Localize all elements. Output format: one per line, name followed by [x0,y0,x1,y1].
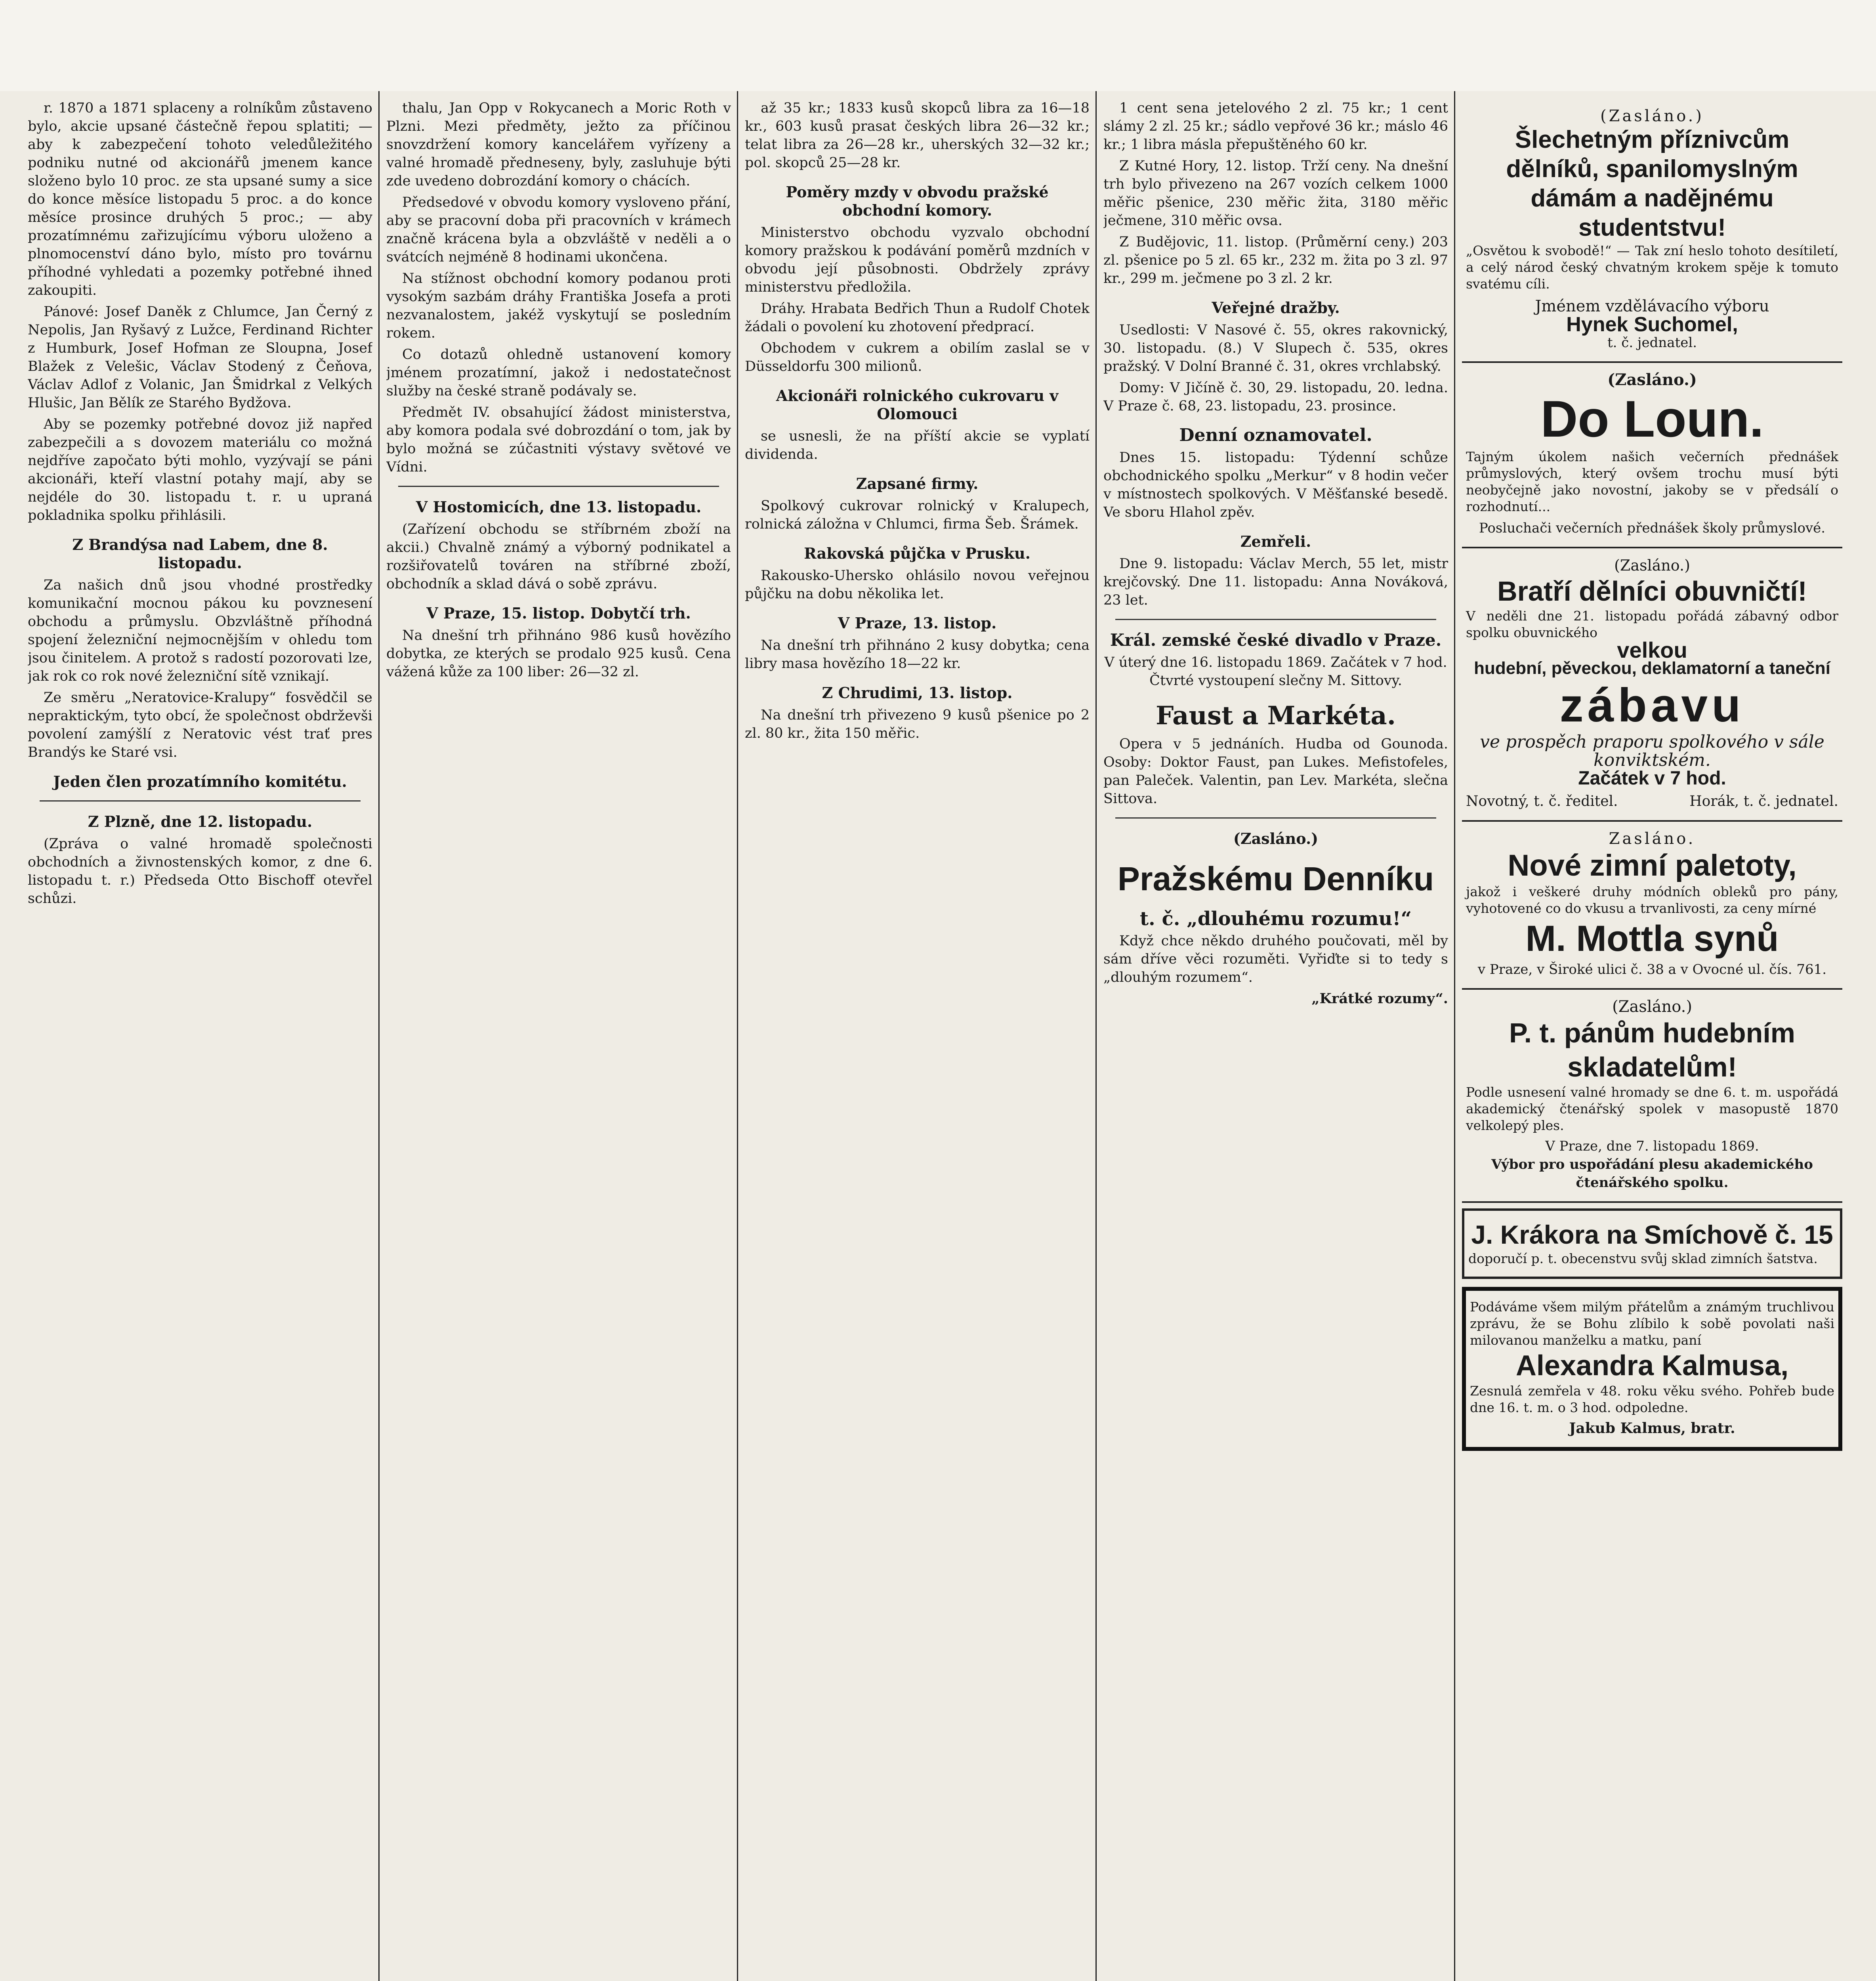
ad-label: Zasláno. [1609,830,1696,848]
article-paragraph: (Zpráva o valné hromadě společnosti obchodních a živnostenských komor, z dne 6. listopadu t. r.) Předseda Otto Bischoff otevřel schůzi. [28,836,372,907]
article-heading: Akcionáři rolnického cukrovaru v Olomouci [776,387,1059,423]
divider [1115,817,1436,819]
advertisement [1462,822,1842,990]
ad-text: doporučí p. t. obecenstvu svůj sklad zimních šatstva. [1468,1251,1818,1266]
article-heading: Poměry mzdy v obvodu pražské obchodní komory. [786,183,1049,219]
ad-signature: Výbor pro uspořádání plesu akademického čtenářského spolku. [1491,1157,1813,1191]
ad-signature: Posluchači večerních přednášek školy průmyslové. [1479,520,1826,536]
article-paragraph: Ministerstvo obchodu vyzvalo obchodní komory pražskou k podávání poměrů mzdních v obvodu její působnosti. Obdržely zprávy ministerstvu předložila. [745,225,1090,295]
advertisement [1462,99,1842,363]
divider [1115,619,1436,620]
article-paragraph: Dráhy. Hrabata Bedřich Thun a Rudolf Chotek žádali o povolení ku zhotovení předprací. [745,301,1090,335]
article-paragraph: Spolkový cukrovar rolnický v Kralupech, rolnická záložna v Chlumci, firma Šeb. Šrámek. [745,498,1090,532]
article-paragraph: Předsedové v obvodu komory vysloveno přání, aby se pracovní doba při pracovních v krámech značně krácena byla a obzvláště v neděli a o svátcích nejméně 8 hodinami ukončena. [386,195,731,265]
column-1 [28,99,372,1981]
article-paragraph: Na dnešní trh přihnáno 986 kusů hovězího dobytka, ze kterých se prodalo 925 kusů. Cena vážená kůže za 100 liber: 26—32 zl. [386,628,731,680]
article-paragraph: thalu, Jan Opp v Rokycanech a Moric Roth v Plzni. Mezi předměty, ježto za příčinou snovzdržení komory kancelářem vyřízeny a valné hromadě předneseny, byly, zasluhuje býti zde uvedeno dobrozdání komory o chácích. [386,100,731,189]
article-paragraph: až 35 kr.; 1833 kusů skopců libra za 16—18 kr., 603 kusů prasat českých libra 26—32 kr.; telat libra za 26—28 kr., uherských 32—32 kr.; pol. skopců 25—28 kr. [745,100,1090,171]
ad-address: v Praze, v Široké ulici č. 38 a v Ovocné ul. čís. 761. [1477,962,1827,977]
ad-text: V neděli dne 21. listopadu pořádá zábavný odbor spolku obuvnického [1466,608,1838,640]
advertisement [1462,548,1842,822]
ad-headline: P. t. pánům hudebním skladatelům! [1509,1017,1796,1082]
ad-text: ve prospěch praporu spolkového v sále konviktském. [1480,732,1824,770]
article-paragraph: Pánové: Josef Daněk z Chlumce, Jan Černý z Nepolis, Jan Ryšavý z Lužce, Ferdinand Richter z Humburk, Josef Hofman ze Sloupna, Josef Blažek z Velešic, Václav Stodený z Čeňova, Václav Adlof z Volanic, Jan Šmidrkal z Velkých Hlušic, Jan Bělík ze Starého Bydžova. [28,304,372,411]
theatre-heading: Král. zemské české divadlo v Praze. [1110,630,1442,650]
article-paragraph: Na dnešní trh přihnáno 2 kusy dobytka; cena libry masa hovězího 18—22 kr. [745,637,1090,672]
article-heading: V Praze, 13. listop. [838,614,997,632]
ad-text: Jménem vzdělávacího výboru [1535,297,1769,315]
article-paragraph: Když chce někdo druhého poučovati, měl by sám dříve věci rozuměti. Vyřiďte si to tedy s „dlouhým rozumem“. [1103,933,1448,985]
signature: „Krátké rozumy“. [1311,990,1448,1007]
column-4 [1103,99,1448,1981]
article-heading: Z Plzně, dne 12. listopadu. [88,813,313,830]
page-top-edge [0,0,1876,91]
column-rule [1095,91,1097,1981]
open-letter-title: Pražskému Denníku [1117,860,1434,897]
ad-signature: Novotný, t. č. ředitel. [1466,793,1618,809]
ad-headline: Šlechetným příznivcům dělníků, spanilomyslným dámám a nadějnému studentstvu! [1506,126,1798,241]
ad-label: (Zasláno.) [1612,998,1692,1016]
article-paragraph: Ze směru „Neratovice-Kralupy“ fosvědčil se nepraktickým, tyto obcí, že společnost obdrževši povolení zamýšlí z Neratovic vést trať pres Brandýs ke Staré vsi. [28,690,372,760]
ad-headline: zábavu [1559,679,1745,732]
advertisement [1462,990,1842,1203]
obituary [1462,1287,1842,1451]
ad-text: Podle usnesení valné hromady se dne 6. t. m. uspořádá akademický čtenářský spolek v masopustě 1870 velkolepý ples. [1466,1084,1838,1133]
article-paragraph: Co dotazů ohledně ustanovení komory jménem prozatímní, jakož i nedostatečnost služby na české straně podávaly se. [386,347,731,399]
article-heading: Rakovská půjčka v Prusku. [804,544,1031,562]
article-paragraph: se usnesli, že na příští akcie se vyplatí dividenda. [745,428,1090,462]
notice-label: (Zasláno.) [1233,830,1319,847]
article-heading: Jeden člen prozatímního komitétu. [53,773,347,790]
article-paragraph: 1 cent sena jetelového 2 zl. 75 kr.; 1 cent slámy 2 zl. 25 kr.; sádlo vepřové 36 kr.; máslo 46 kr.; 1 libra másla přepuštěného 60 kr. [1103,100,1448,153]
play-title: Faust a Markéta. [1156,701,1396,731]
article-heading: V Praze, 15. listop. Dobytčí trh. [426,604,691,622]
article-heading: V Hostomicích, dne 13. listopadu. [416,498,702,516]
article-paragraph: Aby se pozemky potřebné dovoz již napřed zabezpečili a s dovozem materiálu co možná nejdříve započato býti mohlo, vyzývají se páni akcionáři, kteří vlastní potahy mají, aby se nejdéle do 30. listopadu t. r. u upraná pokladnika spolku přihlásili. [28,416,372,523]
ad-signatures [1466,792,1838,811]
ad-text: Tajným úkolem našich večerních přednášek průmyslových, který ovšem trochu musí býti neobyčejně jako novostní, jakoby se v předsálí o rozhodnutí... [1466,449,1838,514]
article-heading: Z Brandýsa nad Labem, dne 8. listopadu. [72,536,328,572]
advertisement [1462,363,1842,548]
ad-text: Podáváme všem milým přátelům a známým truchlivou zprávu, že se Bohu zlíbilo k sobě povolati naši milovanou manželku a matku, paní [1470,1299,1834,1348]
article-paragraph: V úterý dne 16. listopadu 1869. Začátek v 7 hod. Čtvrté vystoupení slečny M. Sittovy. [1104,655,1447,689]
ad-label: (Zasláno.) [1607,370,1697,389]
divider [40,800,361,802]
article-paragraph: Na dnešní trh přivezeno 9 kusů pšenice po 2 zl. 80 kr., žita 150 měřic. [745,707,1090,741]
ad-headline: Bratří dělníci obuvničtí! [1497,576,1807,607]
article-paragraph: (Zařízení obchodu se stříbrném zboží na akcii.) Chvalně známý a výborný podnikatel a rozšiřovatelů továren na stříbrné zboží, obchodník a sklad dává o sobě zprávu. [386,521,731,592]
ad-signature: Jakub Kalmus, bratr. [1569,1420,1735,1437]
ad-firm: M. Mottla synů [1525,918,1779,959]
ad-text: jakož i veškeré druhy módních obleků pro pány, vyhotovené co do vkusu a trvanlivosti, za ceny mírné [1466,884,1838,916]
ad-text: Zesnulá zemřela v 48. roku věku svého. Pohřeb bude dne 16. t. m. o 3 hod. odpoledne. [1470,1383,1834,1415]
ad-signature: Hynek Suchomel, [1566,313,1738,336]
section-heading: Veřejné dražby. [1212,299,1340,317]
ad-time: Začátek v 7 hod. [1578,768,1726,789]
column-rule [737,91,738,1981]
ad-date: V Praze, dne 7. listopadu 1869. [1545,1138,1759,1154]
ad-label: (Zasláno.) [1600,107,1704,125]
article-heading: Zapsané firmy. [856,475,979,492]
column-2 [386,99,731,1981]
ad-column [1462,99,1842,1981]
article-paragraph: Dnes 15. listopadu: Týdenní schůze obchodnického spolku „Merkur“ v 8 hodin večer v místnostech spolkových. V Měšťanské besedě. Ve sboru Hlahol zpěv. [1103,450,1448,520]
ad-headline: Nové zimní paletoty, [1508,849,1797,882]
article-paragraph: Z Budějovic, 11. listop. (Průměrní ceny.) 203 zl. pšenice po 5 zl. 65 kr., 232 m. žita po 3 zl. 97 kr., 299 m. ječmene po 3 zl. 2 kr. [1103,234,1448,286]
section-heading: Denní oznamovatel. [1179,425,1372,445]
article-paragraph: Domy: V Jičíně č. 30, 29. listopadu, 20. ledna. V Praze č. 68, 23. listopadu, 23. prosince. [1103,380,1448,414]
article-heading: Z Chrudimi, 13. listop. [822,684,1013,702]
section-heading: Zemřeli. [1240,532,1311,550]
article-paragraph: Předmět IV. obsahující žádost ministerstva, aby komora podala své dobrozdání o tom, jak by bylo možná se zúčastniti výstavy světové ve Vídni. [386,405,731,475]
ad-text: hudební, pěveckou, deklamatorní a taneční [1474,658,1830,678]
article-paragraph: Z Kutné Hory, 12. listop. Trží ceny. Na dnešní trh bylo přivezeno na 267 vozích celkem 1000 měřic pšenice, 230 měřic žita, 3180 měřic ječmene, 310 měřic ovsa. [1103,158,1448,229]
article-paragraph: Opera v 5 jednáních. Hudba od Gounoda. Osoby: Doktor Faust, pan Lukes. Mefistofeles, pan Paleček. Valentin, pan Lev. Markéta, slečna Sittova. [1103,736,1448,807]
ad-headline: Alexandra Kalmusa, [1515,1350,1789,1382]
column-rule [378,91,380,1981]
article-paragraph: Dne 9. listopadu: Václav Merch, 55 let, mistr krejčovský. Dne 11. listopadu: Anna Nováková, 23 let. [1103,556,1448,608]
ad-text: „Osvětou k svobodě!“ — Tak zní heslo tohoto desítiletí, a celý národ český chvatným krokem spěje k tomuto svatému cíli. [1466,243,1838,292]
open-letter-subtitle: t. č. „dlouhému rozumu!“ [1139,908,1412,930]
column-rule [1454,91,1455,1981]
ad-headline: J. Krákora na Smíchově č. 15 [1471,1220,1833,1249]
article-paragraph: Rakousko-Uhersko ohlásilo novou veřejnou půjčku na dobu několika let. [745,568,1090,602]
article-paragraph: Usedlosti: V Nasové č. 55, okres rakovnický, 30. listopadu. (8.) V Slupech č. 535, okres pražský. V Dolní Branné č. 31, okres vrchlabský. [1103,322,1448,374]
divider [398,486,719,487]
article-paragraph: Na stížnost obchodní komory podanou proti vysokým sazbám dráhy Františka Josefa a proti nezvanalostem, jakéž vyskytují se posledním rokem. [386,271,731,341]
ad-headline: Do Loun. [1540,390,1764,448]
ad-text: velkou [1617,637,1687,662]
column-3 [745,99,1090,1981]
article-paragraph: Obchodem v cukrem a obilím zaslal se v Düsseldorfu 300 milionů. [745,340,1090,374]
ad-signature: Horák, t. č. jednatel. [1689,793,1838,809]
article-paragraph: r. 1870 a 1871 splaceny a rolníkům zůstaveno bylo, akcie upsané částečně řepou splatiti; — aby k zabezpečení tohoto veledůležitého podniku nutné od akcionářů jmenem kance složeno bylo 10 proc. ze sta upsané sumy a sice do konce měsíce listopadu 5 proc. a do konce měsíce prosince druhých 5 proc.; — aby prozatímnému zařizujícímu výboru uloženo a plnomocenství dáno bylo, místo pro továrnu příhodné vyhledati a pozemky potřebné ihned zakoupiti. [28,100,372,298]
ad-label: (Zasláno.) [1614,557,1690,574]
ad-role: t. č. jednatel. [1607,335,1697,351]
article-paragraph: Za našich dnů jsou vhodné prostředky komunikační mocnou pákou ku povznesení obchodu a průmyslu. Obzvláštně příhodná spojení železniční nejmocnějším v ohledu tom jsou činitelem. A protož s radostí pozorovati lze, jak rok co rok nové železniční sítě vznikají. [28,577,372,684]
advertisement [1462,1208,1842,1279]
